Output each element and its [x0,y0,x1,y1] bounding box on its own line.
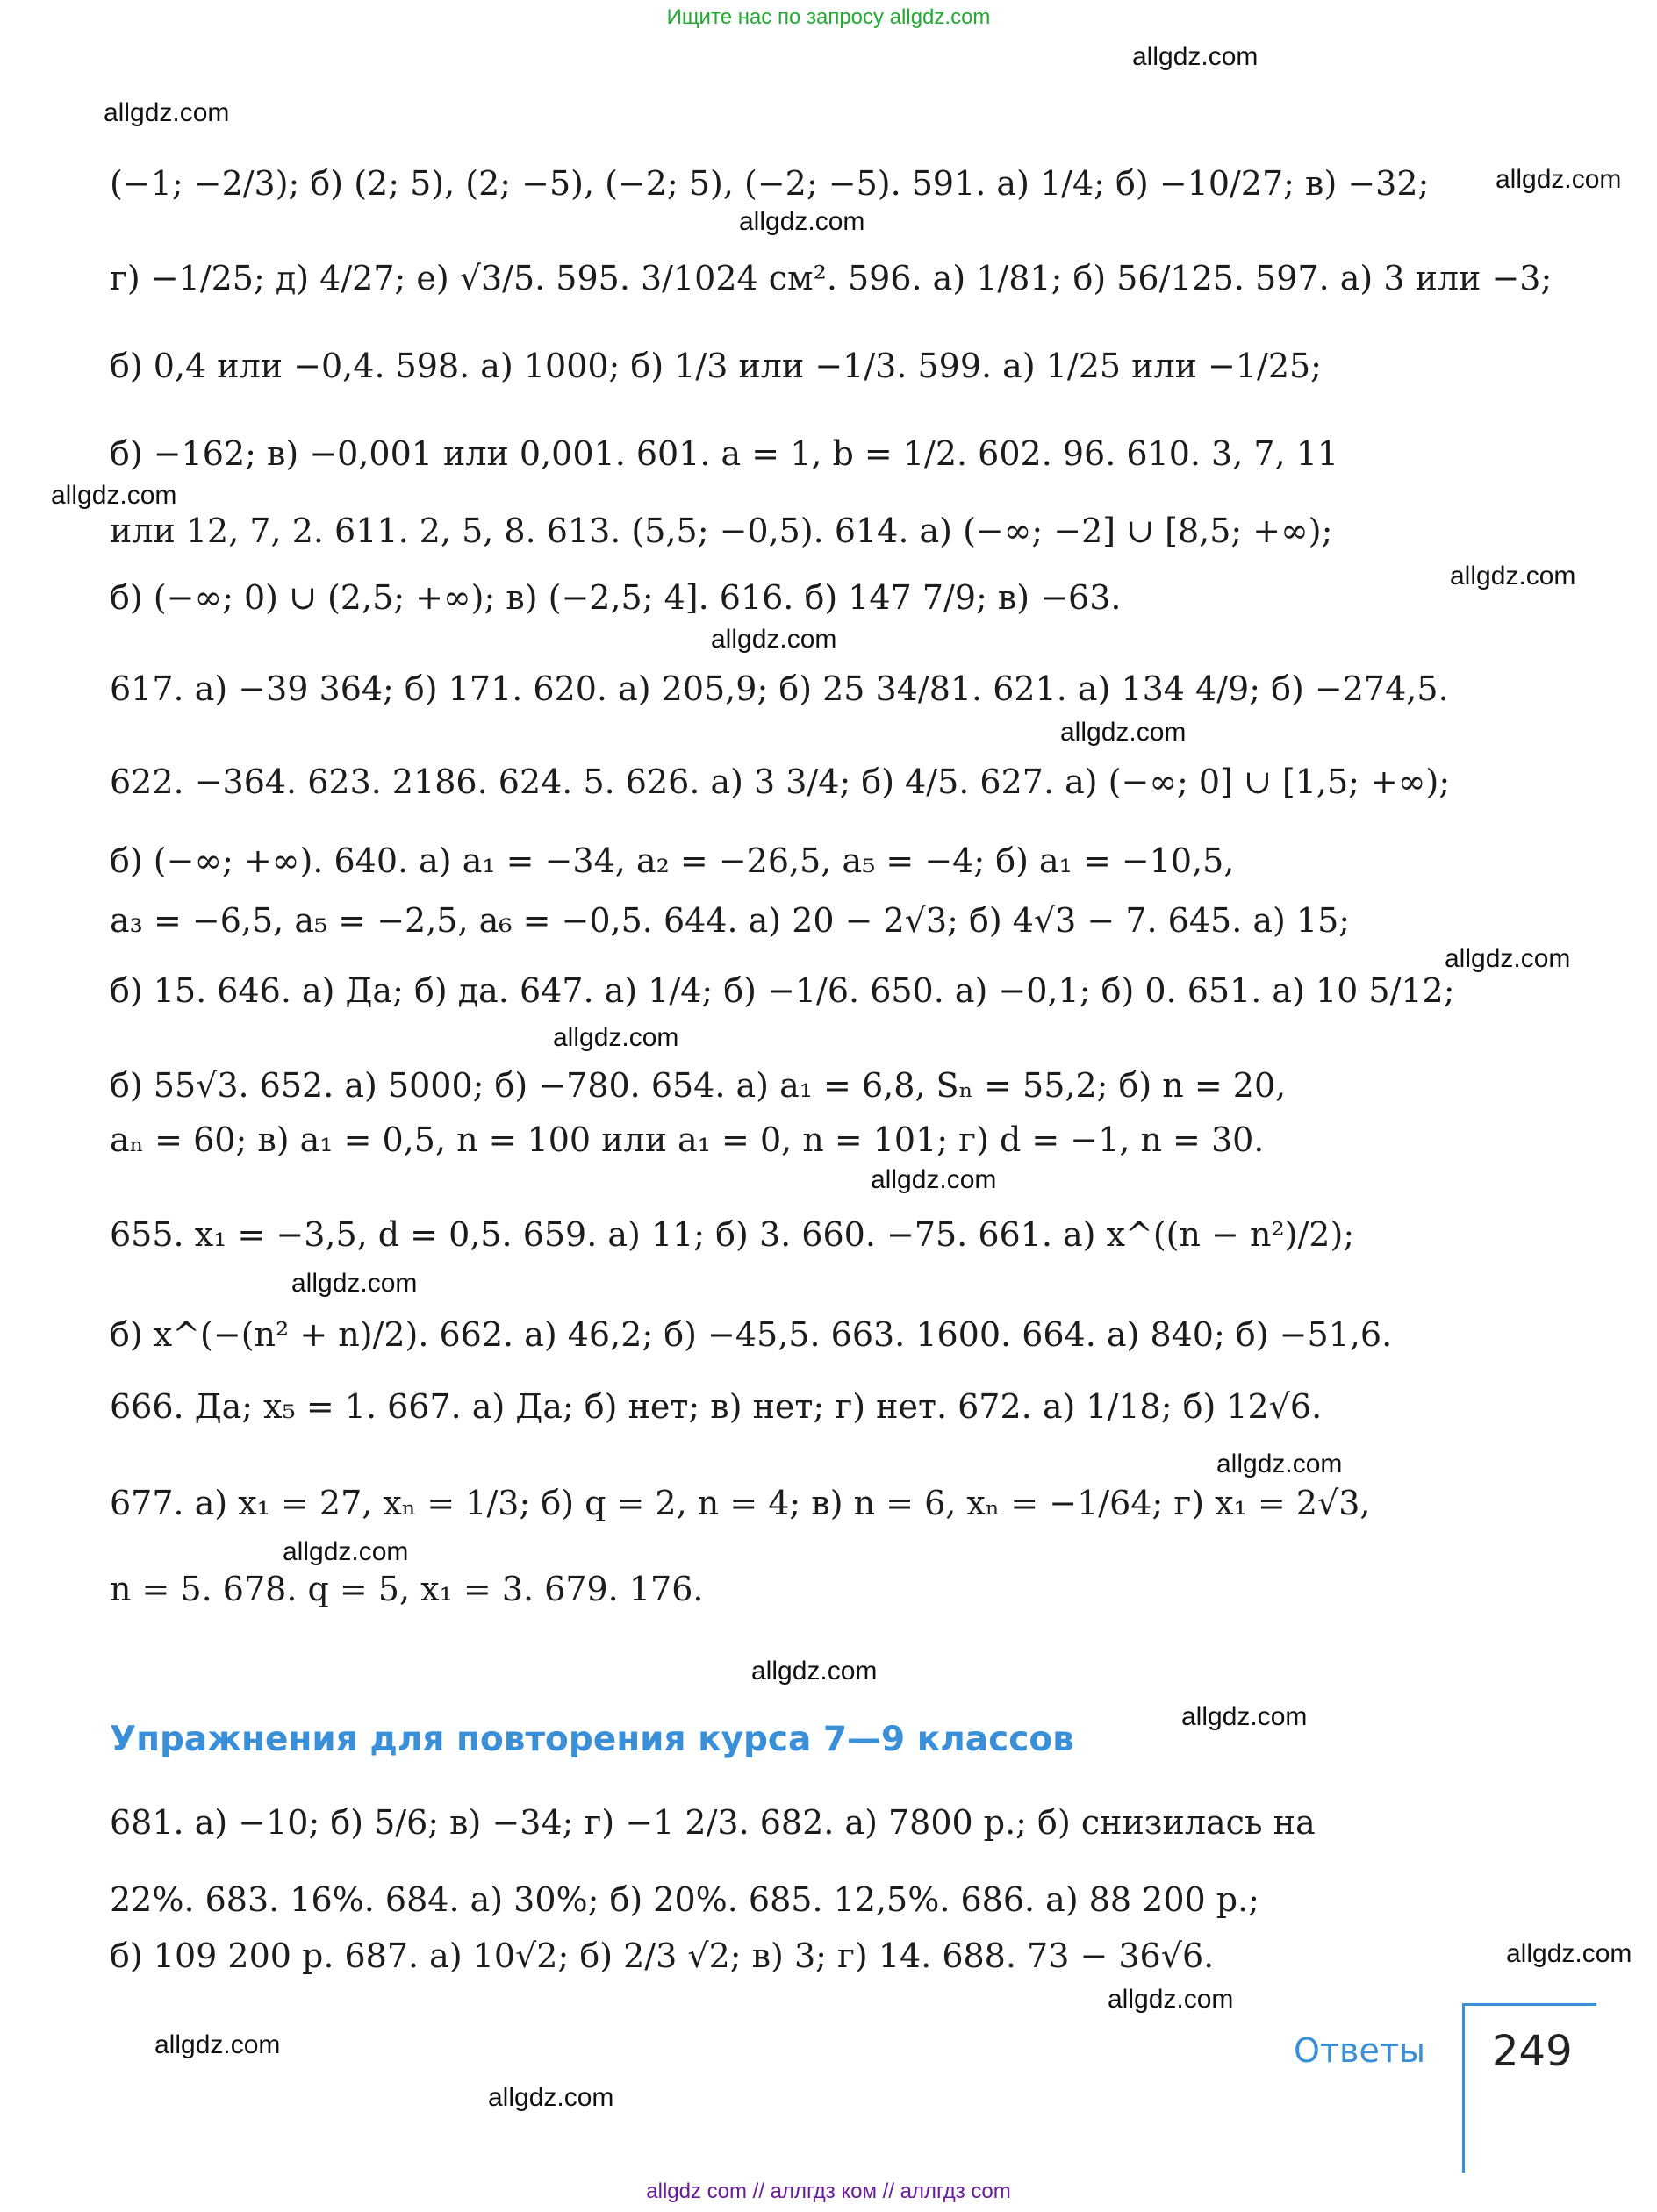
watermark: allgdz.com [1132,42,1259,71]
answer-line: 617. а) −39 364; б) 171. 620. а) 205,9; б) 25 34/81. 621. а) 134 4/9; б) −274,5. [110,669,1449,708]
answer-line: б) (−∞; 0) ∪ (2,5; +∞); в) (−2,5; 4]. 616. б) 147 7/9; в) −63. [110,578,1122,617]
watermark: allgdz.com [1450,562,1576,591]
page-number: 249 [1492,2027,1573,2076]
answer-line: б) 109 200 р. 687. а) 10√2; б) 2/3 √2; в) 3; г) 14. 688. 73 − 36√6. [110,1936,1215,1975]
answer-line: г) −1/25; д) 4/27; е) √3/5. 595. 3/1024 см². 596. а) 1/81; б) 56/125. 597. а) 3 или −3; [110,259,1553,297]
answer-line: б) x^(−(n² + n)/2). 662. а) 46,2; б) −45,5. 663. 1600. 664. а) 840; б) −51,6. [110,1315,1393,1354]
watermark: allgdz.com [1060,718,1187,747]
answer-line: б) −162; в) −0,001 или 0,001. 601. a = 1, b = 1/2. 602. 96. 610. 3, 7, 11 [110,434,1339,473]
watermark: allgdz.com [1181,1702,1308,1731]
watermark: allgdz.com [871,1165,997,1194]
answer-line: 655. x₁ = −3,5, d = 0,5. 659. а) 11; б) 3. 660. −75. 661. а) x^((n − n²)/2); [110,1215,1355,1254]
answer-line: n = 5. 678. q = 5, x₁ = 3. 679. 176. [110,1570,704,1608]
answer-line: 666. Да; x₅ = 1. 667. а) Да; б) нет; в) нет; г) нет. 672. а) 1/18; б) 12√6. [110,1387,1323,1426]
watermark: allgdz.com [751,1657,878,1686]
answer-line: a₃ = −6,5, a₅ = −2,5, a₆ = −0,5. 644. а) 20 − 2√3; б) 4√3 − 7. 645. а) 15; [110,901,1351,940]
watermark: allgdz.com [488,2083,614,2112]
watermark: allgdz.com [154,2030,281,2059]
answer-line: 622. −364. 623. 2186. 624. 5. 626. а) 3 3/4; б) 4/5. 627. а) (−∞; 0] ∪ [1,5; +∞); [110,762,1451,801]
watermark: allgdz.com [1108,1985,1234,2014]
answer-line: 22%. 683. 16%. 684. а) 30%; б) 20%. 685. 12,5%. 686. а) 88 200 р.; [110,1880,1259,1919]
footer-links[interactable]: allgdz com // аллгдз ком // аллгдз com [646,2180,1011,2203]
answer-line: б) 15. 646. а) Да; б) да. 647. а) 1/4; б) −1/6. 650. а) −0,1; б) 0. 651. а) 10 5/12; [110,971,1455,1010]
watermark: allgdz.com [283,1537,409,1566]
watermark: allgdz.com [1445,944,1571,973]
answer-line: 681. а) −10; б) 5/6; в) −34; г) −1 2/3. 682. а) 7800 р.; б) снизилась на [110,1803,1316,1842]
watermark: allgdz.com [104,98,230,127]
answer-line: 677. а) x₁ = 27, xₙ = 1/3; б) q = 2, n = 4; в) n = 6, xₙ = −1/64; г) x₁ = 2√3, [110,1484,1371,1522]
watermark: allgdz.com [1496,165,1622,194]
watermark: allgdz.com [711,625,837,654]
section-heading: Упражнения для повторения курса 7—9 классов [110,1720,1074,1759]
watermark: allgdz.com [1506,1939,1632,1968]
watermark: allgdz.com [291,1269,418,1298]
watermark: allgdz.com [739,207,865,236]
watermark: allgdz.com [553,1023,679,1052]
section-label: Ответы [1294,2031,1425,2070]
answer-line: б) (−∞; +∞). 640. а) a₁ = −34, a₂ = −26,5, a₅ = −4; б) a₁ = −10,5, [110,841,1235,880]
watermark: allgdz.com [51,481,177,510]
answer-line: (−1; −2/3); б) (2; 5), (2; −5), (−2; 5), (−2; −5). 591. а) 1/4; б) −10/27; в) −32; [110,164,1430,203]
answer-line: б) 0,4 или −0,4. 598. а) 1000; б) 1/3 или −1/3. 599. а) 1/25 или −1/25; [110,347,1322,385]
answer-line: б) 55√3. 652. а) 5000; б) −780. 654. а) a₁ = 6,8, Sₙ = 55,2; б) n = 20, [110,1066,1287,1105]
answer-line: aₙ = 60; в) a₁ = 0,5, n = 100 или a₁ = 0, n = 101; г) d = −1, n = 30. [110,1120,1265,1159]
top-banner[interactable]: Ищите нас по запросу allgdz.com [666,5,991,29]
watermark: allgdz.com [1216,1450,1343,1478]
answer-line: или 12, 7, 2. 611. 2, 5, 8. 613. (5,5; −0,5). 614. а) (−∞; −2] ∪ [8,5; +∞); [110,512,1333,550]
